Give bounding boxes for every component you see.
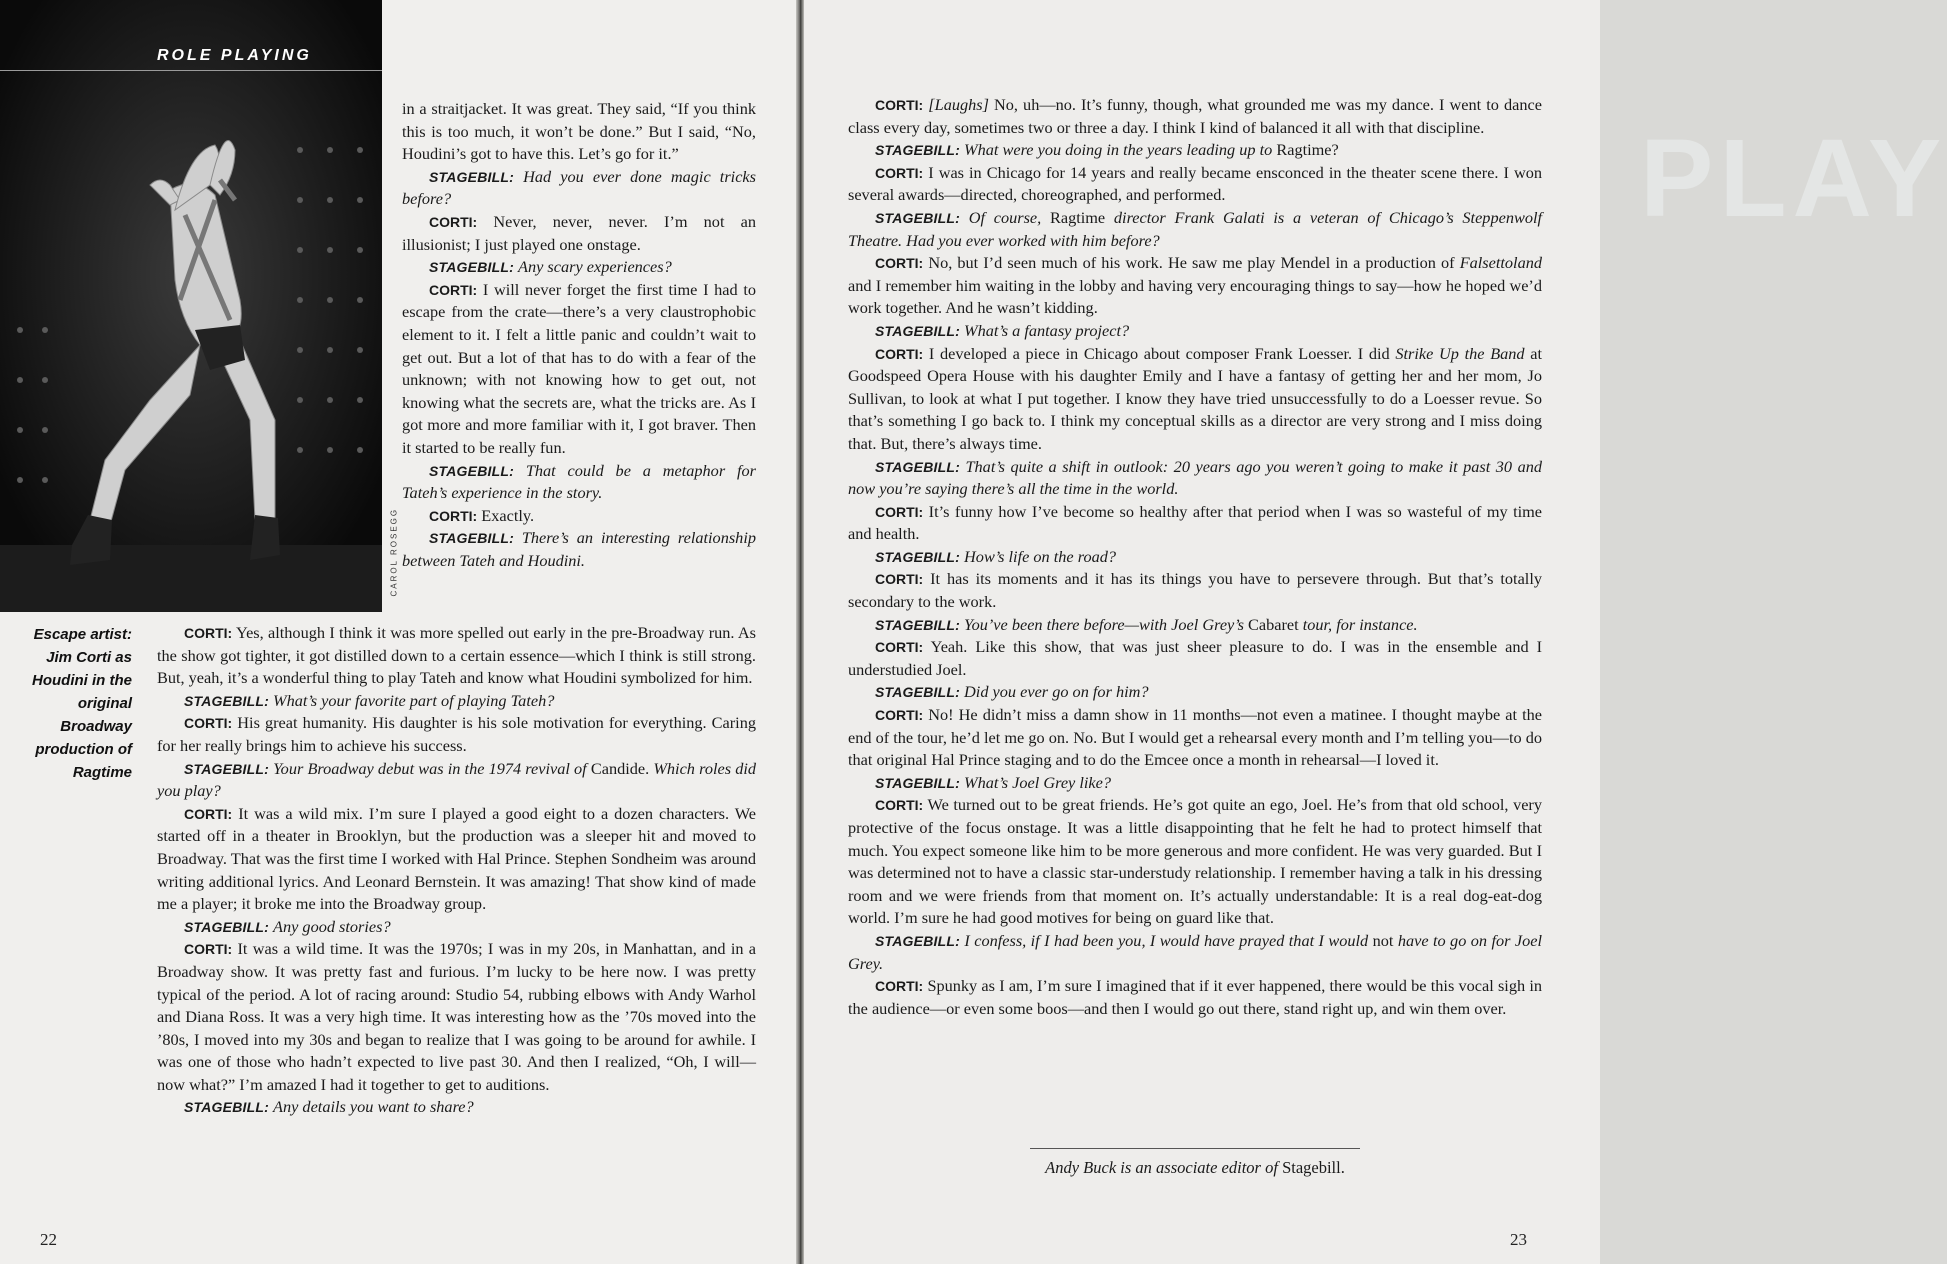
title-roman: Ragtime? xyxy=(1276,140,1339,160)
paragraph-text-continued: have to go on for Joel Grey. xyxy=(848,930,1542,973)
left-page xyxy=(0,0,800,1264)
caption-line: production of xyxy=(35,741,132,758)
interview-answer xyxy=(848,162,1542,207)
paragraph-text: It has its moments and it has its things you have to persevere through. But that’s totally secondary to the work. xyxy=(848,569,1542,612)
interview-answer xyxy=(848,568,1542,613)
interview-answer xyxy=(848,501,1542,546)
paragraph-text: There’s an interesting relationship between Tateh and Houdini. xyxy=(402,528,756,570)
paragraph-text-continued: at Goodspeed Opera House with his daughter Emily and I have a fantasy of getting her and her mom, Jo Sullivan, to look at what I put together. I know they have tried unsuccessfully to do a Loesser revue. So that’s something I go back to. I think my conceptual skills as a director are very strong and I miss doing that. But, there’s always time. xyxy=(848,343,1543,453)
byline-text: Andy Buck is an associate editor of xyxy=(1045,1158,1278,1177)
paragraph-text-continued: and I remember him waiting in the lobby and having very encouraging things to say—how he hoped we’d work together. And he wasn’t kidding. xyxy=(848,275,1542,318)
right-page xyxy=(800,0,1947,1264)
speaker-label: CORTI: xyxy=(184,715,233,732)
interview-answer xyxy=(157,803,756,916)
interview-question xyxy=(848,139,1542,162)
interview-answer xyxy=(848,636,1542,681)
speaker-label: STAGEBILL: xyxy=(875,684,960,701)
interview-question xyxy=(848,207,1542,252)
paragraph-text: No! He didn’t miss a damn show in 11 months—not even a matinee. I thought maybe at the end of the tour, he’d let me go on. No. But I would get a rehearsal every month and I’m telling you—to do that original Hal Prince staging and to do the Emcee once a month in rehearsal—I loved it. xyxy=(848,705,1542,770)
interview-question xyxy=(157,690,756,713)
paragraph-text: Yeah. Like this show, that was just sheer pleasure to do. I was in the ensemble and I understudied Joel. xyxy=(848,637,1542,679)
title-roman: Cabaret xyxy=(1248,614,1299,634)
interview-question xyxy=(402,527,756,572)
speaker-label: STAGEBILL: xyxy=(184,918,269,935)
interview-answer xyxy=(848,704,1542,772)
stage-direction: [Laughs] xyxy=(928,95,989,114)
interview-answer xyxy=(402,98,756,166)
interview-answer xyxy=(848,252,1542,320)
interview-answer xyxy=(848,975,1542,1020)
interview-answer xyxy=(402,505,756,528)
paragraph-text: in a straitjacket. It was great. They said, “If you think this is too much, it won’t be done.” But I said, “No, Houdini’s got to have this. Let’s go for it.” xyxy=(402,99,756,164)
section-title: ROLE PLAYING xyxy=(157,47,312,64)
houdini-photo xyxy=(0,0,382,612)
interview-question xyxy=(157,1096,756,1119)
caption-line: Houdini in the xyxy=(32,672,132,689)
title-roman: Ragtime xyxy=(1049,207,1106,227)
speaker-label: STAGEBILL: xyxy=(875,932,960,949)
speaker-label: CORTI: xyxy=(875,797,924,814)
page-number-left: 22 xyxy=(40,1230,57,1249)
interview-answer xyxy=(157,938,756,1096)
title-rule xyxy=(0,70,382,71)
speaker-label: CORTI: xyxy=(184,805,233,822)
speaker-label: CORTI: xyxy=(875,345,924,362)
paragraph-text: What’s a fantasy project? xyxy=(964,320,1130,340)
paragraph-text: How’s life on the road? xyxy=(964,546,1117,566)
photo-credit-text: CAROL ROSEGG xyxy=(389,507,399,597)
interview-column-c xyxy=(848,94,1542,1020)
paragraph-text: Any details you want to share? xyxy=(273,1097,474,1117)
interview-answer xyxy=(848,94,1542,139)
interview-answer xyxy=(157,712,756,757)
caption-line: Broadway xyxy=(60,718,132,735)
interview-answer xyxy=(402,279,756,460)
speaker-label: CORTI: xyxy=(875,503,924,520)
caption-line: Ragtime xyxy=(72,764,132,781)
performer-image xyxy=(0,0,382,612)
speaker-label: CORTI: xyxy=(429,281,478,298)
paragraph-text: It’s funny how I’ve become so healthy after that period when I was so wasteful of my time and health. xyxy=(848,501,1543,544)
paragraph-text: What were you doing in the years leading up to xyxy=(964,140,1273,160)
speaker-label: STAGEBILL: xyxy=(429,259,514,276)
author-byline xyxy=(950,1158,1440,1178)
paragraph-text-continued: Which roles did you play? xyxy=(157,758,756,801)
interview-column-b xyxy=(157,622,756,1119)
speaker-label: CORTI: xyxy=(429,507,478,524)
end-rule xyxy=(1030,1148,1360,1149)
speaker-label: STAGEBILL: xyxy=(875,209,960,226)
speaker-label: STAGEBILL: xyxy=(429,462,514,479)
paragraph-text: I will never forget the first time I had to escape from the crate—there’s a very claustrophobic element to it. I felt a little panic and couldn’t wait to get out. But a lot of that has to do with a fear of the unknown; with not knowing how to get out, not knowing what the secrets are, what the tricks are. As I got more and more familiar with it, I got braver. Then it started to be really fun. xyxy=(402,279,756,457)
paragraph-text: What’s your favorite part of playing Tateh? xyxy=(273,690,555,710)
speaker-label: STAGEBILL: xyxy=(875,458,960,475)
speaker-label: STAGEBILL: xyxy=(875,616,960,633)
caption-line: Escape artist: xyxy=(33,626,132,643)
interview-answer xyxy=(848,343,1542,456)
speaker-label: STAGEBILL: xyxy=(875,548,960,565)
paragraph-text: We turned out to be great friends. He’s got quite an ego, Joel. He’s from that old school, very protective of the focus onstage. It was a little disappointing that he felt he had to protect himself that much. You expect someone like him to be more generous and more confident. He was very guarded. But I was determined not to have a classic star-understudy relationship. I remember having a talk in his dressing room and we were friends from that moment on. It’s actually understandable: It is a real dog-eat-dog world. I’m sure he had good motives for being on guard like that. xyxy=(848,795,1542,928)
interview-question xyxy=(848,772,1542,795)
paragraph-text: I confess, if I had been you, I would have prayed that I would xyxy=(964,930,1369,950)
paragraph-text: It was a wild mix. I’m sure I played a good eight to a dozen characters. We started off in a theater in Brooklyn, but the production was a sleeper hit and moved to Broadway. That was the first time I worked with Hal Prince. Stephen Sondheim was around writing additional lyrics. And Leonard Bernstein. It was amazing! That show kind of made me a player; it broke me into the Broadway group. xyxy=(157,803,756,914)
paragraph-text-continued: tour, for instance. xyxy=(1302,614,1418,634)
interview-question xyxy=(848,456,1542,501)
interview-question xyxy=(157,916,756,939)
title-roman: Candide. xyxy=(590,758,650,778)
title-roman: not xyxy=(1372,930,1394,950)
speaker-label: STAGEBILL: xyxy=(875,322,960,339)
interview-column-a xyxy=(402,98,756,572)
interview-question xyxy=(848,681,1542,704)
paragraph-text: What’s Joel Grey like? xyxy=(964,772,1111,792)
gutter-fold xyxy=(796,0,804,1264)
paragraph-text: Never, never, never. I’m not an illusionist; I just played one onstage. xyxy=(402,211,756,254)
interview-answer xyxy=(157,622,756,690)
paragraph-text: No, uh—no. It’s funny, though, what grounded me was my dance. I went to dance class every day, sometimes two or three a day. I think I kind of balanced it all with that discipline. xyxy=(848,95,1542,137)
speaker-label: CORTI: xyxy=(184,625,233,641)
paragraph-text: That could be a metaphor for Tateh’s experience in the story. xyxy=(402,460,757,503)
speaker-label: STAGEBILL: xyxy=(429,168,514,185)
speaker-label: CORTI: xyxy=(875,707,924,724)
speaker-label: STAGEBILL: xyxy=(875,142,960,159)
paragraph-text: That’s quite a shift in outlook: 20 years ago you weren’t going to make it past 30 and now you’re saying there’s all the time in the world. xyxy=(848,456,1543,499)
ghost-heading: PLAY xyxy=(1640,117,1947,240)
paragraph-text: I developed a piece in Chicago about composer Frank Loesser. I did xyxy=(928,343,1390,363)
speaker-label: CORTI: xyxy=(875,164,924,181)
paragraph-text: Did you ever go on for him? xyxy=(964,682,1149,702)
speaker-label: STAGEBILL: xyxy=(184,760,269,777)
paragraph-text: Spunky as I am, I’m sure I imagined that if it ever happened, there would be this vocal sigh in the audience—or even some boos—and then I would go out there, stand right up, and win them over. xyxy=(848,976,1542,1018)
caption-line: original xyxy=(77,695,132,712)
interview-question xyxy=(848,546,1542,569)
title-italic: Falsettoland xyxy=(1459,253,1542,273)
interview-question xyxy=(848,614,1542,637)
speaker-label: CORTI: xyxy=(184,941,233,958)
speaker-label: CORTI: xyxy=(875,255,924,272)
speaker-label: CORTI: xyxy=(875,978,924,995)
speaker-label: CORTI: xyxy=(429,213,478,230)
speaker-label: STAGEBILL: xyxy=(875,774,960,791)
paragraph-text: Any scary experiences? xyxy=(518,257,672,277)
paragraph-text: You’ve been there before—with Joel Grey’s xyxy=(964,614,1244,634)
interview-question xyxy=(402,460,756,505)
speaker-label: STAGEBILL: xyxy=(184,692,269,709)
photo-caption xyxy=(8,623,132,784)
interview-answer xyxy=(848,794,1542,930)
photo-credit xyxy=(384,507,399,600)
page-number-right: 23 xyxy=(1510,1230,1527,1249)
paragraph-text: Exactly. xyxy=(481,505,535,525)
paragraph-text: Had you ever done magic tricks before? xyxy=(402,166,756,209)
paragraph-text: Any good stories? xyxy=(273,916,391,936)
interview-question xyxy=(848,930,1542,975)
interview-question xyxy=(157,758,756,803)
interview-question xyxy=(848,320,1542,343)
title-italic: Strike Up the Band xyxy=(1395,343,1525,363)
caption-line: Jim Corti as xyxy=(46,649,132,666)
speaker-label: CORTI: xyxy=(875,639,924,656)
paragraph-text: His great humanity. His daughter is his sole motivation for everything. Caring for her really brings him to achieve his success. xyxy=(157,713,756,755)
paragraph-text: No, but I’d seen much of his work. He saw me play Mendel in a production of xyxy=(928,253,1455,273)
paragraph-text: Yes, although I think it was more spelled out early in the pre-Broadway run. As the show got tighter, it got distilled down to a certain essence—which I think is still strong. But, yeah, it’s a wonderful thing to play Tateh and know what Houdini symbolized for him. xyxy=(157,623,756,688)
paragraph-text: Of course, xyxy=(968,207,1042,227)
speaker-label: CORTI: xyxy=(875,97,924,113)
speaker-label: STAGEBILL: xyxy=(184,1099,269,1116)
byline-publication: Stagebill. xyxy=(1282,1158,1345,1177)
paragraph-text: It was a wild time. It was the 1970s; I was in my 20s, in Manhattan, and in a Broadway show. It was pretty fast and furious. I’m lucky to be here now. I was pretty typical of the period. A lot of racing around: Studio 54, rubbing elbows with Andy Warhol and Diana Ross. It was a very high time. It was interesting how as the ’70s moved into the ’80s, I moved into my 30s and began to realize that I was going to be around for awhile. I was one of those who hadn’t expected to live past 30. And then I realized, “Oh, I will—now what?” I’m amazed I had it together to get to auditions. xyxy=(157,939,756,1094)
paragraph-text: I was in Chicago for 14 years and really became ensconced in the theater scene there. I won several awards—directed, choreographed, and performed. xyxy=(848,162,1542,205)
interview-answer xyxy=(402,211,756,256)
speaker-label: STAGEBILL: xyxy=(429,530,514,547)
interview-question xyxy=(402,256,756,279)
interview-question xyxy=(402,166,756,211)
speaker-label: CORTI: xyxy=(875,571,924,588)
paragraph-text: Your Broadway debut was in the 1974 revival of xyxy=(273,758,587,778)
paragraph-text-continued: director Frank Galati is a veteran of Chicago’s Steppenwolf Theatre. Had you ever worked with him before? xyxy=(848,207,1543,250)
